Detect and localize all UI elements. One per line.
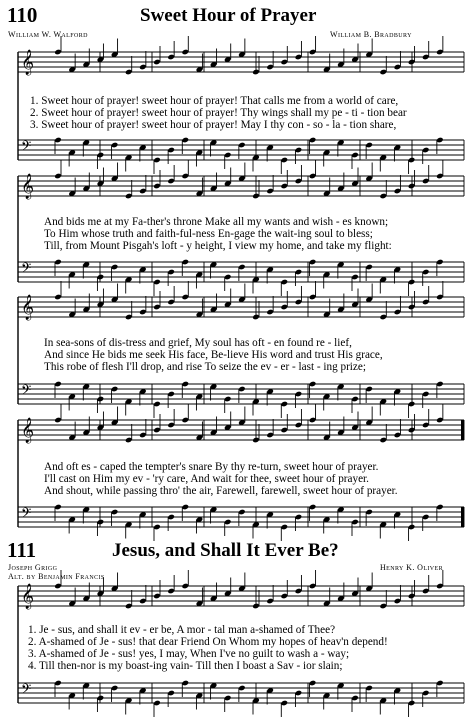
lyric-line: And shout, while passing thro' the air, Farewell, farewell, sweet hour of prayer. <box>44 485 398 497</box>
hymn-composer: William B. Bradbury <box>330 30 412 39</box>
lyric-line: To Him whose truth and faith-ful-ness En-gage the wait-ing soul to bless; <box>44 228 373 240</box>
lyric-line: This robe of flesh I'll drop, and rise To seize the ev - er - last - ing prize; <box>44 361 366 373</box>
lyric-line: 1. Je - sus, and shall it ev - er be, A mor - tal man a-shamed of Thee? <box>28 624 336 636</box>
hymn-number: 110 <box>7 3 38 27</box>
hymn-title: Sweet Hour of Prayer <box>140 5 317 26</box>
lyric-line: And since He bids me seek His face, Be-lieve His word and trust His grace, <box>44 349 383 361</box>
lyric-line: 2. A-shamed of Je - sus! that dear Friend On Whom my hopes of heav'n depend! <box>28 636 388 648</box>
svg-text:𝄞: 𝄞 <box>21 50 35 75</box>
svg-text:𝄞: 𝄞 <box>21 584 35 609</box>
hymn-title: Jesus, and Shall It Ever Be? <box>112 540 339 561</box>
svg-text:𝄢: 𝄢 <box>21 138 32 157</box>
svg-text:𝄞: 𝄞 <box>21 295 35 320</box>
svg-text:𝄢: 𝄢 <box>21 681 32 700</box>
svg-text:𝄞: 𝄞 <box>21 174 35 199</box>
hymn-author: Joseph Grigg <box>8 563 58 572</box>
svg-text:𝄢: 𝄢 <box>21 382 32 401</box>
lyric-line: Till, from Mount Pisgah's loft - y height, I view my home, and take my flight: <box>44 240 392 252</box>
hymn-alteration: Alt. by Benjamin Francis <box>8 572 105 581</box>
hymn-number: 111 <box>7 538 37 562</box>
lyric-line: 3. Sweet hour of prayer! sweet hour of prayer! May I thy con - so - la - tion share, <box>30 119 397 131</box>
lyric-line: And bids me at my Fa-ther's throne Make all my wants and wish - es known; <box>44 216 389 228</box>
lyric-line: 3. A-shamed of Je - sus! yes, I may, When I've no guilt to wash a - way; <box>28 648 350 660</box>
lyric-line: 2. Sweet hour of prayer! sweet hour of prayer! Thy wings shall my pe - ti - tion bear <box>30 107 407 119</box>
hymn-author: William W. Walford <box>8 30 88 39</box>
svg-text:𝄢: 𝄢 <box>21 260 32 279</box>
lyric-line: 4. Till then-nor is my boast-ing vain- Till then I boast a Sav - ior slain; <box>28 660 343 672</box>
svg-text:𝄞: 𝄞 <box>21 418 35 443</box>
lyric-line: In sea-sons of dis-tress and grief, My soul has oft - en found re - lief, <box>44 337 352 349</box>
svg-text:𝄢: 𝄢 <box>21 505 32 524</box>
hymn-composer: Henry K. Oliver <box>380 563 443 572</box>
lyric-line: And oft es - caped the tempter's snare By thy re-turn, sweet hour of prayer. <box>44 461 379 473</box>
lyric-line: 1. Sweet hour of prayer! sweet hour of prayer! That calls me from a world of care, <box>30 95 399 107</box>
lyric-line: I'll cast on Him my ev - 'ry care, And wait for thee, sweet hour of prayer. <box>44 473 369 485</box>
